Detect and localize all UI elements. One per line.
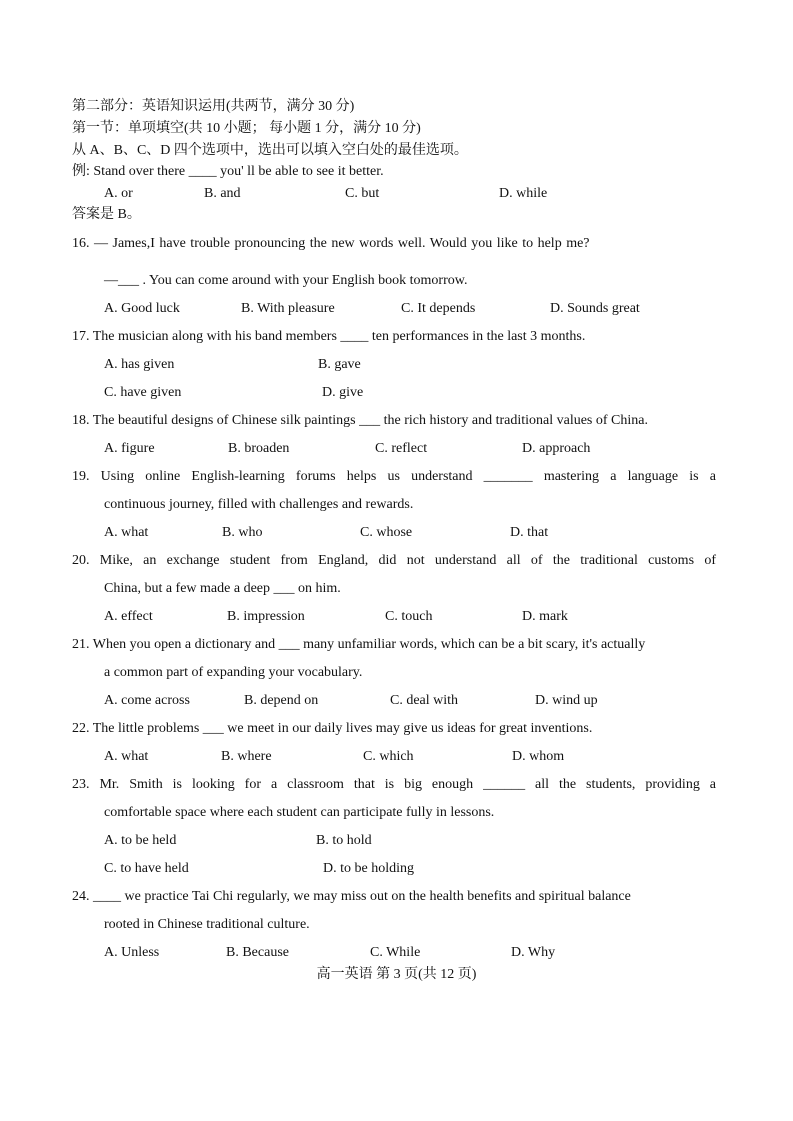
instruction-text: 从 A、B、C、D 四个选项中，选出可以填入空白处的最佳选项。 (72, 143, 468, 158)
question-23-stem: 23. Mr. Smith is looking for a classroom that is big enough ______ all the students, providing a (72, 777, 716, 792)
question-23-option-b: B. to hold (316, 833, 372, 848)
question-24-option-c: C. While (370, 945, 421, 960)
question-21-stem-cont: a common part of expanding your vocabulary. (104, 665, 363, 680)
question-24-option-d: D. Why (511, 945, 556, 960)
question-16-option-b: B. With pleasure (241, 301, 335, 316)
question-19-option-c: C. whose (360, 525, 413, 540)
question-18-option-b: B. broaden (228, 441, 290, 456)
question-23-option-d: D. to be holding (323, 861, 414, 876)
question-16-reply: —___ . You can come around with your English book tomorrow. (104, 273, 468, 288)
question-19-option-a: A. what (104, 525, 149, 540)
question-20-option-b: B. impression (227, 609, 305, 624)
question-20-stem-cont: China, but a few made a deep ___ on him. (104, 581, 341, 596)
example-option-a: A. or (104, 186, 133, 201)
question-24-option-a: A. Unless (104, 945, 160, 960)
question-20-stem: 20. Mike, an exchange student from England, did not understand all of the traditional customs of (72, 553, 716, 568)
question-24-option-b: B. Because (226, 945, 289, 960)
question-22-option-a: A. what (104, 749, 149, 764)
question-20-option-a: A. effect (104, 609, 153, 624)
question-20-option-d: D. mark (522, 609, 568, 624)
question-18-option-a: A. figure (104, 441, 155, 456)
question-22-option-d: D. whom (512, 749, 565, 764)
question-21-option-a: A. come across (104, 693, 190, 708)
example-option-c: C. but (345, 186, 380, 201)
example-stem: 例: Stand over there ____ you' ll be able to see it better. (72, 164, 384, 179)
question-22-option-c: C. which (363, 749, 414, 764)
example-option-b: B. and (204, 186, 241, 201)
question-18-option-d: D. approach (522, 441, 591, 456)
question-19-option-b: B. who (222, 525, 263, 540)
question-16-option-d: D. Sounds great (550, 301, 640, 316)
question-19-stem-cont: continuous journey, filled with challenges and rewards. (104, 497, 414, 512)
question-24-stem: 24. ____ we practice Tai Chi regularly, we may miss out on the health benefits and spiritual balance (72, 889, 631, 904)
question-20-option-c: C. touch (385, 609, 433, 624)
question-17-stem: 17. The musician along with his band members ____ ten performances in the last 3 months. (72, 329, 586, 344)
question-23-option-a: A. to be held (104, 833, 177, 848)
subsection-title: 第一节：单项填空(共 10 小题； 每小题 1 分，满分 10 分) (72, 121, 421, 136)
example-answer: 答案是 B。 (72, 207, 141, 222)
part-title: 第二部分：英语知识运用(共两节，满分 30 分) (72, 99, 355, 114)
question-18-option-c: C. reflect (375, 441, 428, 456)
example-option-d: D. while (499, 186, 548, 201)
question-21-option-c: C. deal with (390, 693, 459, 708)
question-23-stem-cont: comfortable space where each student can participate fully in lessons. (104, 805, 495, 820)
question-17-option-c: C. have given (104, 385, 182, 400)
question-19-stem: 19. Using online English-learning forums helps us understand _______ mastering a language is a (72, 469, 716, 484)
question-17-option-d: D. give (322, 385, 364, 400)
question-16-option-c: C. It depends (401, 301, 476, 316)
question-17-option-b: B. gave (318, 357, 361, 372)
question-21-option-d: D. wind up (535, 693, 598, 708)
question-16-stem: 16. — James,I have trouble pronouncing the new words well. Would you like to help me? (72, 236, 590, 251)
question-22-stem: 22. The little problems ___ we meet in our daily lives may give us ideas for great inventions. (72, 721, 593, 736)
question-18-stem: 18. The beautiful designs of Chinese silk paintings ___ the rich history and traditional values of China. (72, 413, 648, 428)
question-24-stem-cont: rooted in Chinese traditional culture. (104, 917, 310, 932)
page-footer: 高一英语 第 3 页(共 12 页) (316, 967, 477, 982)
question-23-option-c: C. to have held (104, 861, 189, 876)
question-22-option-b: B. where (221, 749, 272, 764)
question-19-option-d: D. that (510, 525, 549, 540)
question-21-stem: 21. When you open a dictionary and ___ many unfamiliar words, which can be a bit scary, it's actually (72, 637, 646, 652)
question-17-option-a: A. has given (104, 357, 175, 372)
question-21-option-b: B. depend on (244, 693, 319, 708)
question-16-option-a: A. Good luck (104, 301, 180, 316)
